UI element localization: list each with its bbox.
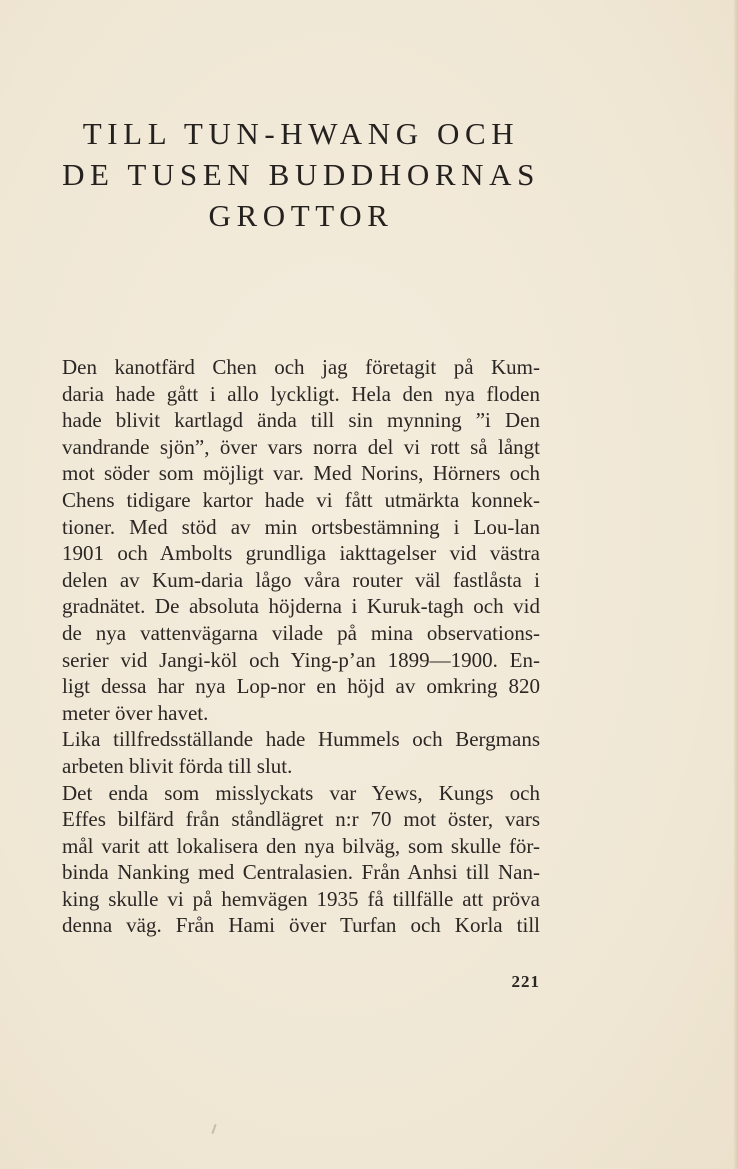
- paragraph-3: [62, 780, 540, 940]
- text-line: hade blivit kartlagd ända till sin mynning ”i Den: [62, 408, 540, 433]
- text-line: de nya vattenvägarna vilade på mina observations-: [62, 620, 540, 645]
- text-line: daria hade gått i allo lyckligt. Hela den nya floden: [62, 381, 540, 406]
- text-line: tioner. Med stöd av min ortsbestämning i Lou-lan: [62, 514, 540, 539]
- text-line: Lika tillfredsställande hade Hummels och Bergmans: [62, 727, 540, 752]
- text-line: binda Nanking med Centralasien. Från Anhsi till Nan-: [62, 860, 540, 885]
- text-line: denna väg. Från Hami över Turfan och Korla till: [62, 913, 540, 938]
- paragraph-2: [62, 726, 540, 779]
- text-line: 1901 och Ambolts grundliga iakttagelser vid västra: [62, 541, 540, 566]
- text-line: meter över havet.: [62, 700, 209, 725]
- paragraph-1: [62, 354, 540, 726]
- text-line: serier vid Jangi-köl och Ying-p’an 1899—1900. En-: [62, 647, 540, 672]
- page-edge: [734, 0, 738, 1169]
- text-line: ligt dessa har nya Lop-nor en höjd av omkring 820: [62, 674, 540, 699]
- text-line: arbeten blivit förda till slut.: [62, 753, 293, 778]
- chapter-title-line-2: DE TUSEN BUDDHORNAS: [62, 157, 540, 192]
- text-line: Det enda som misslyckats var Yews, Kungs och: [62, 780, 540, 805]
- text-line: Chens tidigare kartor hade vi fått utmärkta konnek-: [62, 487, 540, 512]
- text-line: mot söder som möjligt var. Med Norins, Hörners och: [62, 461, 540, 486]
- text-line: gradnätet. De absoluta höjderna i Kuruk-tagh och vid: [62, 594, 540, 619]
- text-line: king skulle vi på hemvägen 1935 få tillfälle att pröva: [62, 886, 540, 911]
- chapter-title-line-1: TILL TUN-HWANG OCH: [82, 116, 520, 151]
- body-text: [62, 354, 540, 939]
- paper-mark: [211, 1124, 216, 1134]
- page-number: 221: [511, 972, 540, 991]
- chapter-title-line-3: GROTTOR: [208, 198, 394, 233]
- chapter-title: [40, 113, 562, 236]
- text-line: mål varit att lokalisera den nya bilväg, som skulle för-: [62, 833, 540, 858]
- text-line: Den kanotfärd Chen och jag företagit på Kum-: [62, 355, 540, 379]
- text-line: delen av Kum-daria lågo våra router väl fastlåsta i: [62, 567, 540, 592]
- text-line: vandrande sjön”, över vars norra del vi rott så långt: [62, 434, 540, 459]
- text-line: Effes bilfärd från ståndlägret n:r 70 mot öster, vars: [62, 807, 540, 832]
